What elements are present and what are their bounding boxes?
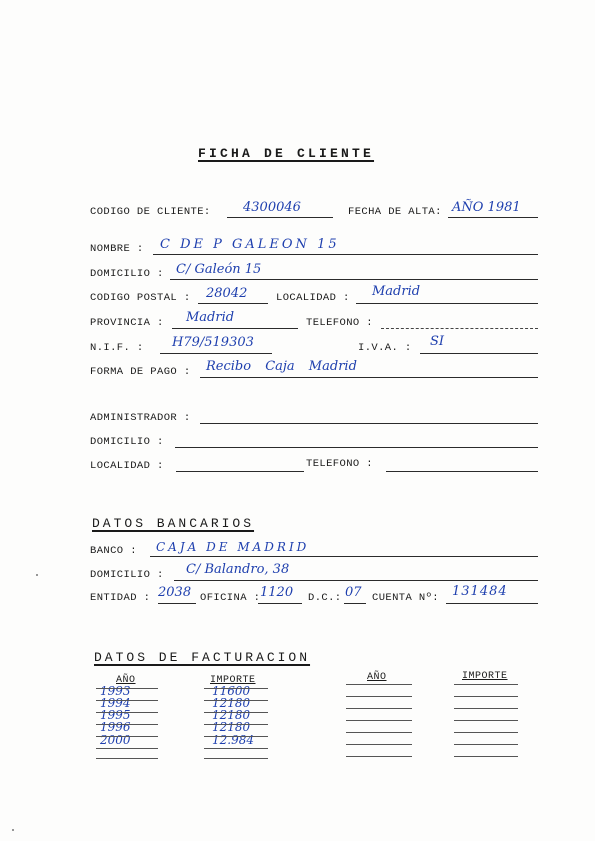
fecha-alta-value[interactable]: AÑO 1981 — [452, 200, 521, 215]
entidad-underline — [158, 603, 196, 604]
datos-bancarios-heading: DATOS BANCARIOS — [92, 516, 255, 531]
billing-row-3-ano[interactable]: 1995 — [100, 708, 131, 722]
table-row-line — [96, 736, 158, 737]
telefono-label: TELEFONO : — [306, 317, 374, 329]
table-row-line — [204, 700, 268, 701]
administrador-label: ADMINISTRADOR : — [90, 412, 191, 424]
banco-domicilio-label: DOMICILIO : — [90, 569, 164, 581]
nif-value[interactable]: H79/519303 — [172, 335, 254, 350]
table-row-line — [96, 748, 158, 749]
banco-label: BANCO : — [90, 545, 137, 557]
table-row-line[interactable] — [346, 720, 412, 721]
provincia-underline — [172, 328, 298, 329]
billing-row-2-ano[interactable]: 1994 — [100, 696, 131, 710]
table-row-line[interactable] — [454, 708, 518, 709]
scan-speck — [12, 829, 14, 831]
col-importe-header-2: IMPORTE — [462, 671, 508, 682]
domicilio-label: DOMICILIO : — [90, 268, 164, 280]
dc-value[interactable]: 07 — [345, 585, 362, 600]
table-row-line — [204, 748, 268, 749]
table-row-line — [204, 736, 268, 737]
table-row-line — [204, 758, 268, 759]
table-row-line[interactable] — [454, 684, 518, 685]
oficina-label: OFICINA : — [200, 592, 261, 604]
forma-pago-value[interactable]: Recibo Caja Madrid — [206, 359, 357, 374]
iva-value[interactable]: SI — [430, 334, 445, 349]
table-row-line — [204, 712, 268, 713]
table-row-line[interactable] — [346, 708, 412, 709]
billing-row-3-importe[interactable]: 12180 — [212, 708, 251, 722]
codigo-cliente-value[interactable]: 4300046 — [243, 200, 301, 215]
fecha-alta-underline — [448, 217, 538, 218]
billing-row-5-importe[interactable]: 12.984 — [212, 733, 254, 747]
dc-label: D.C.: — [308, 592, 342, 604]
domicilio-value[interactable]: C/ Galeón 15 — [176, 262, 262, 277]
nombre-value[interactable]: C DE P GALEON 15 — [160, 237, 340, 252]
admin-telefono-label: TELEFONO : — [306, 458, 374, 470]
oficina-underline — [258, 603, 302, 604]
nombre-underline — [153, 254, 538, 255]
localidad-underline — [356, 303, 538, 304]
codigo-cliente-label: CODIGO DE CLIENTE: — [90, 206, 211, 218]
banco-domicilio-value[interactable]: C/ Balandro, 38 — [186, 562, 290, 577]
admin-localidad-label: LOCALIDAD : — [90, 460, 164, 472]
table-row-line[interactable] — [454, 732, 518, 733]
table-row-line — [96, 700, 158, 701]
provincia-value[interactable]: Madrid — [186, 310, 235, 325]
localidad-label: LOCALIDAD : — [276, 292, 350, 304]
oficina-value[interactable]: 1120 — [260, 585, 294, 600]
billing-row-1-importe[interactable]: 11600 — [212, 684, 251, 698]
forma-pago-underline — [200, 377, 538, 378]
billing-row-4-importe[interactable]: 12180 — [212, 720, 251, 734]
entidad-label: ENTIDAD : — [90, 592, 151, 604]
table-row-line[interactable] — [454, 756, 518, 757]
scan-speck — [36, 574, 38, 576]
table-row-line — [96, 688, 158, 689]
codigo-cliente-underline — [227, 217, 333, 218]
forma-pago-label: FORMA DE PAGO : — [90, 366, 191, 378]
cuenta-label: CUENTA Nº: — [372, 592, 440, 604]
billing-row-5-ano[interactable]: 2000 — [100, 733, 131, 747]
billing-row-2-importe[interactable]: 12180 — [212, 696, 251, 710]
admin-localidad-underline[interactable] — [176, 471, 304, 472]
table-row-line[interactable] — [454, 744, 518, 745]
cuenta-value[interactable]: 131484 — [452, 584, 508, 599]
table-row-line[interactable] — [346, 732, 412, 733]
codigo-postal-value[interactable]: 28042 — [206, 286, 248, 301]
cuenta-underline — [446, 603, 538, 604]
banco-value[interactable]: CAJA DE MADRID — [156, 540, 310, 554]
table-row-line — [96, 712, 158, 713]
billing-row-1-ano[interactable]: 1993 — [100, 684, 131, 698]
table-row-line[interactable] — [454, 696, 518, 697]
table-row-line[interactable] — [346, 696, 412, 697]
table-row-line — [204, 724, 268, 725]
col-ano-header-1: AÑO — [116, 675, 136, 686]
nombre-label: NOMBRE : — [90, 243, 144, 255]
iva-underline — [420, 353, 538, 354]
entidad-value[interactable]: 2038 — [158, 585, 192, 600]
billing-row-4-ano[interactable]: 1996 — [100, 720, 131, 734]
datos-facturacion-heading: DATOS DE FACTURACION — [94, 650, 311, 665]
table-row-line[interactable] — [454, 720, 518, 721]
admin-domicilio-label: DOMICILIO : — [90, 436, 164, 448]
col-importe-header-1: IMPORTE — [210, 675, 256, 686]
banco-underline — [150, 556, 538, 557]
form-title: FICHA DE CLIENTE — [198, 146, 375, 161]
table-row-line[interactable] — [346, 684, 412, 685]
table-row-line[interactable] — [346, 744, 412, 745]
table-row-line — [204, 688, 268, 689]
codigo-postal-underline — [198, 303, 268, 304]
admin-domicilio-underline[interactable] — [175, 447, 538, 448]
nif-underline — [160, 353, 272, 354]
codigo-postal-label: CODIGO POSTAL : — [90, 292, 191, 304]
iva-label: I.V.A. : — [358, 342, 412, 354]
table-row-line — [96, 758, 158, 759]
fecha-alta-label: FECHA DE ALTA: — [348, 206, 442, 218]
col-ano-header-2: AÑO — [367, 672, 387, 683]
nif-label: N.I.F. : — [90, 342, 144, 354]
banco-domicilio-underline — [174, 580, 538, 581]
table-row-line[interactable] — [346, 756, 412, 757]
provincia-label: PROVINCIA : — [90, 317, 164, 329]
localidad-value[interactable]: Madrid — [372, 284, 421, 299]
admin-telefono-underline[interactable] — [386, 471, 538, 472]
table-row-line — [96, 724, 158, 725]
administrador-underline[interactable] — [200, 423, 538, 424]
dc-underline — [344, 603, 366, 604]
telefono-underline[interactable] — [381, 328, 538, 329]
domicilio-underline — [170, 279, 538, 280]
